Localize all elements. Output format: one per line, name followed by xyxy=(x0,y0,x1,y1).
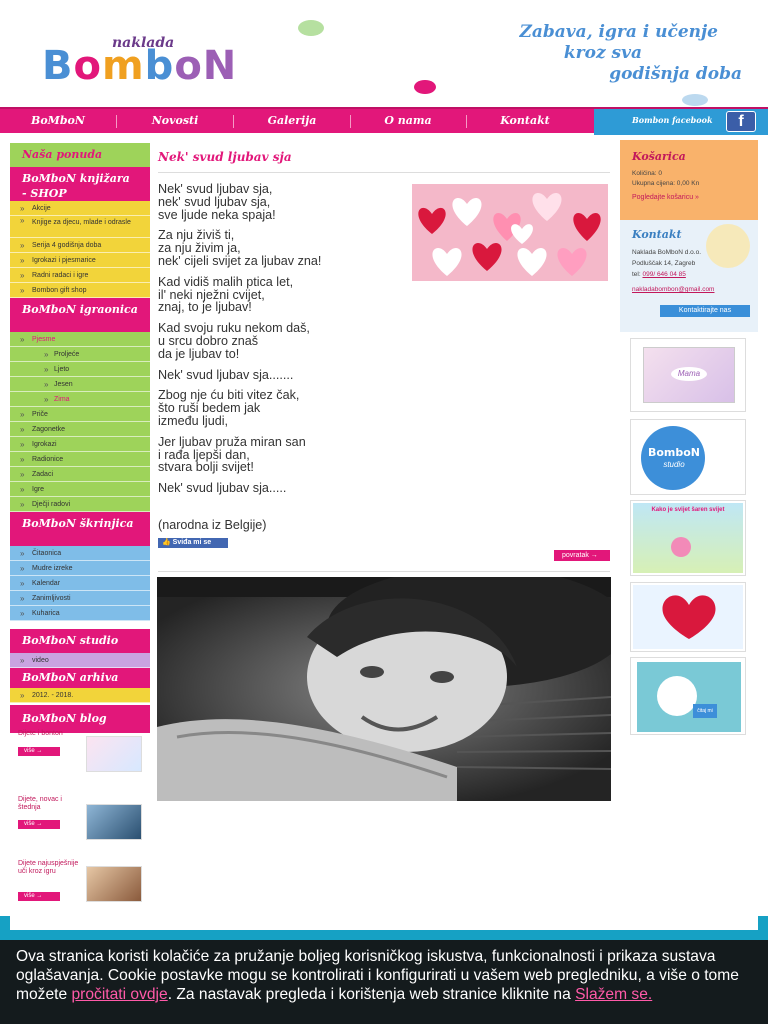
facebook-icon: f xyxy=(726,111,756,132)
sidebar-item-kuharica[interactable]: » Kuharica xyxy=(10,606,150,621)
flower-icon xyxy=(671,537,691,557)
studio-logo-sub: studio xyxy=(663,460,685,469)
sidebar-item-price[interactable]: » Priče xyxy=(10,407,150,422)
phone-link[interactable]: 099/ 646 04 85 xyxy=(642,271,686,278)
sidebar-knjizara-list xyxy=(10,201,150,298)
blog-more-button[interactable]: više → xyxy=(18,820,60,829)
sidebar-igraonica-list xyxy=(10,332,150,512)
banner-bombon-studio[interactable] xyxy=(630,419,746,495)
nav-divider xyxy=(116,115,117,128)
facebook-link[interactable] xyxy=(594,109,768,135)
sidebar-skrinjica-list xyxy=(10,546,150,621)
sidebar-item-gift-shop[interactable]: » Bombon gift shop xyxy=(10,283,150,298)
sidebar-item-igrokazi[interactable]: » Igrokazi xyxy=(10,437,150,452)
hearts-illustration xyxy=(412,184,608,281)
sidebar-item-proljece[interactable]: » Proljeće xyxy=(10,347,150,362)
sidebar-item-jesen[interactable]: » Jesen xyxy=(10,377,150,392)
blog-thumbnail[interactable] xyxy=(86,804,142,840)
cart-total: Ukupna cijena: 0,00 Kn xyxy=(632,180,700,187)
left-sidebar xyxy=(10,143,150,733)
facebook-like-button[interactable]: 👍 Sviđa mi se xyxy=(158,538,228,548)
sidebar-item-igrokazi-pjesmarice[interactable]: » Igrokazi i pjesmarice xyxy=(10,253,150,268)
facebook-label: Bombon facebook xyxy=(632,115,713,125)
site-header xyxy=(0,0,768,106)
contact-company: Naklada BoMboN d.o.o. xyxy=(632,249,702,256)
heart-icon xyxy=(659,591,719,643)
nav-divider xyxy=(350,115,351,128)
sidebar-item-serija[interactable]: » Serija 4 godišnja doba xyxy=(10,238,150,253)
contact-address: Podluščak 14, Zagreb xyxy=(632,260,696,267)
sidebar-heading-blog[interactable]: BoMboN blog xyxy=(10,705,150,733)
sidebar-item-pjesme[interactable]: » Pjesme xyxy=(10,332,150,347)
email-link[interactable]: nakladabombon@gmail.com xyxy=(632,286,715,293)
banner-heart[interactable] xyxy=(630,582,746,652)
nav-divider xyxy=(466,115,467,128)
nav-bombon[interactable]: BoMboN xyxy=(31,114,85,127)
tagline: Zabava, igra i učenje kroz sva godišnja doba xyxy=(519,22,742,84)
poem-stanza: Kad vidiš malih ptica let, il' neki nježni cvijet, znaj, to je ljubav! xyxy=(158,274,294,315)
sidebar-item-arhiva-years[interactable]: » 2012. - 2018. xyxy=(10,688,150,703)
cookie-read-more-link[interactable]: pročitati ovdje xyxy=(71,986,168,1003)
blog-post-title[interactable]: Dijete najuspješnije uči kroz igru xyxy=(18,860,79,875)
cookie-text: . Za nastavak pregleda i korištenja web stranice kliknite na xyxy=(167,986,576,1003)
blog-more-button[interactable]: više → xyxy=(18,892,60,901)
book-title: Kako je svijet šaren svijet xyxy=(651,507,725,513)
sidebar-item-zima[interactable]: » Zima xyxy=(10,392,150,407)
nav-novosti[interactable]: Novosti xyxy=(151,114,199,127)
sidebar-item-ljeto[interactable]: » Ljeto xyxy=(10,362,150,377)
contact-button[interactable]: Kontaktirajte nas xyxy=(660,305,750,317)
sidebar-heading-arhiva[interactable]: BoMboN arhiva xyxy=(10,668,150,688)
cart-panel xyxy=(620,140,758,220)
sidebar-item-knjige[interactable]: » Knjige za djecu, mlade i odrasle xyxy=(10,216,150,238)
decor-bubble xyxy=(682,94,708,106)
bear-book-label: čitaj mi xyxy=(693,704,717,718)
nav-o-nama[interactable]: O nama xyxy=(384,114,432,127)
poem-stanza: Za nju živiš ti, za nju živim ja, nek' cijeli svijet za ljubav zna! xyxy=(158,228,322,268)
contact-phone: tel: 099/ 646 04 85 xyxy=(632,271,686,278)
decor-bubble xyxy=(414,80,436,94)
divider xyxy=(158,172,610,173)
poem-stanza: Nek' svud ljubav sja....... xyxy=(158,367,294,382)
cart-title: Košarica xyxy=(632,150,686,163)
sidebar-item-zagonetke[interactable]: » Zagonetke xyxy=(10,422,150,437)
blog-thumbnail[interactable] xyxy=(86,866,142,902)
poem-stanza: Zbog nje ću biti vitez čak, što ruši bedem jak između ljudi, xyxy=(158,388,300,428)
cart-view-link[interactable]: Pogledajte košaricu » xyxy=(632,194,699,201)
sidebar-item-video[interactable]: » video xyxy=(10,653,150,668)
cookie-accept-link[interactable]: Slažem se. xyxy=(575,986,653,1003)
sidebar-item-radionice[interactable]: » Radionice xyxy=(10,452,150,467)
banner-book[interactable] xyxy=(630,500,746,576)
poem-stanza: Nek' svud ljubav sja..... xyxy=(158,481,287,496)
poem-text xyxy=(158,183,408,503)
logo-subtitle: naklada xyxy=(112,35,175,51)
sidebar-item-zadaci[interactable]: » Zadaci xyxy=(10,467,150,482)
banner-mama[interactable] xyxy=(630,338,746,412)
sidebar-heading-studio[interactable]: BoMboN studio xyxy=(10,629,150,653)
banner-mama-label: Mama xyxy=(671,367,707,381)
sidebar-heading-knjizara[interactable]: BoMboN knjižara - SHOP xyxy=(10,167,150,201)
blog-post-title[interactable]: Dijete i bonton xyxy=(18,730,63,737)
sidebar-item-akcije[interactable]: » Akcije xyxy=(10,201,150,216)
blog-post-title[interactable]: Dijete, novac i štednja xyxy=(18,796,62,811)
page-title: Nek' svud ljubav sja xyxy=(158,150,292,164)
poem-stanza: Jer ljubav pruža miran san i rađa ljepši dan, stvara bolji svijet! xyxy=(158,434,306,475)
studio-logo-text: BomboN xyxy=(647,446,701,459)
banner-bear-book[interactable] xyxy=(630,657,746,735)
nav-divider xyxy=(233,115,234,128)
poem-stanza: Kad svoju ruku nekom daš, u srcu dobro znaš da je ljubav to! xyxy=(158,321,310,361)
sidebar-item-kalendar[interactable]: » Kalendar xyxy=(10,576,150,591)
sidebar-item-citaonica[interactable]: » Čitaonica xyxy=(10,546,150,561)
nav-galerija[interactable]: Galerija xyxy=(267,114,317,127)
divider xyxy=(158,571,610,572)
cookie-text: Ova stranica koristi kolačiće za pružanje boljeg korisničkog iskustva, funkcionalnosti i prikaza sustava oglašavanja. Cookie postavke mogu se kontrolirati i konfigurirati u vašem web pregledniku, a više o tome možete xyxy=(16,948,739,1003)
blog-post xyxy=(10,794,150,854)
girl-photo-illustration xyxy=(157,577,611,801)
cart-quantity: Količina: 0 xyxy=(632,170,662,177)
blog-post xyxy=(10,858,150,918)
logo-text: BomboN xyxy=(42,43,238,89)
bear-icon xyxy=(657,676,697,716)
sidebar-heading-skrinjica[interactable]: BoMboN škrinjica xyxy=(10,512,150,546)
poem-stanza: Nek' svud ljubav sja, nek' svud ljubav sja, sve ljude neka spaja! xyxy=(158,182,276,222)
site-logo[interactable] xyxy=(42,35,332,89)
sidebar-arhiva-list xyxy=(10,688,150,703)
sidebar-item-zanimljivosti[interactable]: » Zanimljivosti xyxy=(10,591,150,606)
decor-bubble xyxy=(298,20,324,36)
poem-credit: (narodna iz Belgije) xyxy=(158,518,267,532)
blog-more-button[interactable]: više → xyxy=(18,747,60,756)
hearts-image xyxy=(412,184,608,281)
blog-thumbnail[interactable] xyxy=(86,736,142,772)
sidebar-item-radni-radaci[interactable]: » Radni radaci i igre xyxy=(10,268,150,283)
sidebar-item-djecji-radovi[interactable]: » Dječji radovi xyxy=(10,497,150,512)
thumbs-up-icon: 👍 xyxy=(162,539,171,546)
sidebar-studio-list xyxy=(10,653,150,668)
cookie-banner xyxy=(0,940,768,1024)
nav-kontakt[interactable]: Kontakt xyxy=(500,114,550,127)
contact-panel xyxy=(620,220,758,332)
sidebar-heading-igraonica[interactable]: BoMboN igraonica xyxy=(10,298,150,332)
contact-title: Kontakt xyxy=(632,228,682,241)
sun-icon xyxy=(706,224,750,268)
blog-post xyxy=(10,728,150,788)
girl-photo xyxy=(157,577,611,801)
sidebar-item-igre[interactable]: » Igre xyxy=(10,482,150,497)
sidebar-item-mudre-izreke[interactable]: » Mudre izreke xyxy=(10,561,150,576)
back-button[interactable]: povratak → xyxy=(554,550,610,561)
top-nav xyxy=(0,107,768,133)
sidebar-heading-nasa-ponuda: Naša ponuda xyxy=(10,143,150,167)
